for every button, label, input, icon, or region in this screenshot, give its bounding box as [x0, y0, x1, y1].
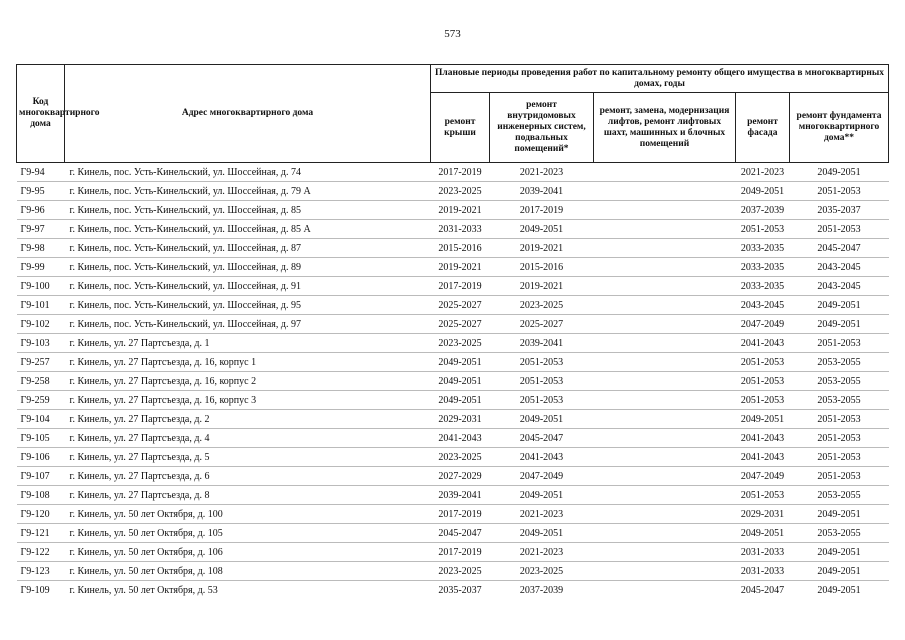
cell-elevators [594, 163, 736, 182]
cell-foundation: 2051-2053 [817, 223, 861, 235]
cell-foundation: 2043-2045 [817, 280, 861, 292]
cell-address: г. Кинель, ул. 27 Партсъезда, д. 4 [69, 432, 210, 444]
cell-elevators [594, 372, 736, 391]
cell-address: г. Кинель, ул. 27 Партсъезда, д. 16, корпус 2 [69, 375, 257, 387]
cell-engineering: 2021-2023 [519, 508, 564, 520]
cell-roof: 2023-2025 [438, 185, 482, 197]
cell-engineering: 2051-2053 [519, 356, 564, 368]
cell-code: Г9-106 [20, 451, 50, 463]
cell-address: г. Кинель, пос. Усть-Кинельский, ул. Шоссейная, д. 97 [69, 318, 301, 330]
cell-foundation: 2049-2051 [817, 584, 861, 596]
cell-elevators [594, 429, 736, 448]
cell-code: Г9-102 [20, 318, 50, 330]
cell-elevators [594, 258, 736, 277]
cell-code: Г9-121 [20, 527, 50, 539]
table-header [17, 65, 889, 163]
cell-foundation: 2051-2053 [817, 451, 861, 463]
cell-code: Г9-104 [20, 413, 50, 425]
cell-elevators [594, 334, 736, 353]
repair-schedule-table [16, 64, 889, 599]
cell-engineering: 2025-2027 [519, 318, 564, 330]
cell-facade: 2041-2043 [740, 451, 785, 463]
cell-elevators [594, 239, 736, 258]
cell-facade: 2033-2035 [740, 261, 785, 273]
cell-roof: 2025-2027 [438, 318, 482, 330]
cell-engineering: 2049-2051 [519, 489, 564, 501]
cell-address: г. Кинель, ул. 50 лет Октября, д. 100 [69, 508, 223, 520]
cell-facade: 2033-2035 [740, 242, 785, 254]
cell-roof: 2029-2031 [438, 413, 482, 425]
cell-roof: 2045-2047 [438, 527, 482, 539]
cell-facade: 2051-2053 [740, 223, 785, 235]
cell-elevators [594, 505, 736, 524]
cell-address: г. Кинель, ул. 50 лет Октября, д. 53 [69, 584, 218, 596]
cell-code: Г9-94 [20, 166, 45, 178]
cell-engineering: 2051-2053 [519, 375, 564, 387]
cell-roof: 2023-2025 [438, 337, 482, 349]
page-number: 573 [444, 28, 461, 40]
cell-code: Г9-95 [20, 185, 45, 197]
cell-code: Г9-123 [20, 565, 50, 577]
cell-elevators [594, 448, 736, 467]
cell-roof: 2035-2037 [438, 584, 482, 596]
cell-roof: 2025-2027 [438, 299, 482, 311]
cell-engineering: 2051-2053 [519, 394, 564, 406]
cell-foundation: 2051-2053 [817, 470, 861, 482]
cell-facade: 2049-2051 [740, 413, 785, 425]
cell-engineering: 2049-2051 [519, 527, 564, 539]
table-row [17, 163, 889, 182]
cell-code: Г9-99 [20, 261, 45, 273]
cell-address: г. Кинель, ул. 50 лет Октября, д. 108 [69, 565, 223, 577]
cell-engineering: 2039-2041 [519, 337, 564, 349]
cell-code: Г9-100 [20, 280, 50, 292]
cell-facade: 2049-2051 [740, 527, 785, 539]
cell-foundation: 2053-2055 [817, 356, 861, 368]
cell-roof: 2031-2033 [438, 223, 482, 235]
cell-foundation: 2045-2047 [817, 242, 861, 254]
cell-code: Г9-120 [20, 508, 50, 520]
cell-code: Г9-109 [20, 584, 50, 596]
cell-engineering: 2019-2021 [519, 242, 564, 254]
cell-engineering: 2041-2043 [519, 451, 564, 463]
cell-code: Г9-105 [20, 432, 50, 444]
cell-engineering: 2021-2023 [519, 546, 564, 558]
cell-address: г. Кинель, пос. Усть-Кинельский, ул. Шоссейная, д. 95 [69, 299, 301, 311]
cell-elevators [594, 220, 736, 239]
cell-engineering: 2015-2016 [519, 261, 564, 273]
cell-roof: 2019-2021 [438, 261, 482, 273]
cell-foundation: 2053-2055 [817, 375, 861, 387]
cell-foundation: 2051-2053 [817, 413, 861, 425]
cell-facade: 2041-2043 [740, 432, 785, 444]
table-row [17, 353, 889, 372]
cell-code: Г9-107 [20, 470, 50, 482]
table-row [17, 220, 889, 239]
cell-facade: 2031-2033 [740, 546, 785, 558]
cell-code: Г9-103 [20, 337, 50, 349]
cell-facade: 2051-2053 [740, 489, 785, 501]
cell-facade: 2031-2033 [740, 565, 785, 577]
cell-elevators [594, 353, 736, 372]
cell-facade: 2051-2053 [740, 394, 785, 406]
cell-foundation: 2051-2053 [817, 337, 861, 349]
cell-facade: 2037-2039 [740, 204, 785, 216]
cell-facade: 2049-2051 [740, 185, 785, 197]
table-row [17, 543, 889, 562]
cell-facade: 2021-2023 [740, 166, 785, 178]
cell-roof: 2015-2016 [438, 242, 482, 254]
table-row [17, 467, 889, 486]
cell-elevators [594, 410, 736, 429]
cell-foundation: 2049-2051 [817, 546, 861, 558]
cell-facade: 2033-2035 [740, 280, 785, 292]
cell-engineering: 2017-2019 [519, 204, 564, 216]
cell-roof: 2019-2021 [438, 204, 482, 216]
header-roof: ремонт крыши [431, 93, 490, 163]
table-row [17, 524, 889, 543]
header-elevators: ремонт, замена, модернизация лифтов, ремонт лифтовых шахт, машинных и блочных помещений [594, 93, 736, 163]
cell-elevators [594, 201, 736, 220]
header-code: Код многоквартирного дома [17, 65, 65, 163]
cell-elevators [594, 524, 736, 543]
cell-address: г. Кинель, пос. Усть-Кинельский, ул. Шоссейная, д. 79 А [69, 185, 311, 197]
table-row [17, 410, 889, 429]
cell-address: г. Кинель, ул. 27 Партсъезда, д. 16, корпус 3 [69, 394, 257, 406]
cell-address: г. Кинель, ул. 50 лет Октября, д. 106 [69, 546, 223, 558]
cell-address: г. Кинель, ул. 27 Партсъезда, д. 5 [69, 451, 210, 463]
cell-elevators [594, 581, 736, 600]
cell-engineering: 2039-2041 [519, 185, 564, 197]
cell-facade: 2041-2043 [740, 337, 785, 349]
cell-code: Г9-122 [20, 546, 50, 558]
cell-address: г. Кинель, пос. Усть-Кинельский, ул. Шоссейная, д. 87 [69, 242, 301, 254]
table-row [17, 239, 889, 258]
cell-facade: 2047-2049 [740, 318, 785, 330]
cell-roof: 2049-2051 [438, 375, 482, 387]
cell-facade: 2051-2053 [740, 356, 785, 368]
cell-code: Г9-259 [20, 394, 50, 406]
table-row [17, 296, 889, 315]
header-foundation: ремонт фундамента многоквартирного дома** [790, 93, 889, 163]
cell-roof: 2027-2029 [438, 470, 482, 482]
table-row [17, 201, 889, 220]
cell-engineering: 2047-2049 [519, 470, 564, 482]
cell-roof: 2023-2025 [438, 451, 482, 463]
cell-roof: 2049-2051 [438, 394, 482, 406]
cell-address: г. Кинель, ул. 27 Партсъезда, д. 8 [69, 489, 210, 501]
table-row [17, 486, 889, 505]
cell-engineering: 2021-2023 [519, 166, 564, 178]
cell-foundation: 2049-2051 [817, 565, 861, 577]
cell-elevators [594, 182, 736, 201]
cell-elevators [594, 296, 736, 315]
table-row [17, 429, 889, 448]
header-periods: Плановые периоды проведения работ по капитальному ремонту общего имущества в многоквартирных домах, годы [431, 65, 889, 93]
cell-code: Г9-96 [20, 204, 45, 216]
cell-address: г. Кинель, пос. Усть-Кинельский, ул. Шоссейная, д. 91 [69, 280, 301, 292]
cell-foundation: 2053-2055 [817, 489, 861, 501]
table-row [17, 277, 889, 296]
table-row [17, 258, 889, 277]
table-row [17, 315, 889, 334]
cell-engineering: 2019-2021 [519, 280, 564, 292]
cell-roof: 2017-2019 [438, 166, 482, 178]
table-row [17, 562, 889, 581]
cell-address: г. Кинель, ул. 27 Партсъезда, д. 2 [69, 413, 210, 425]
cell-address: г. Кинель, пос. Усть-Кинельский, ул. Шоссейная, д. 89 [69, 261, 301, 273]
cell-engineering: 2049-2051 [519, 413, 564, 425]
cell-foundation: 2051-2053 [817, 432, 861, 444]
table-row [17, 391, 889, 410]
cell-elevators [594, 467, 736, 486]
cell-elevators [594, 315, 736, 334]
cell-foundation: 2049-2051 [817, 299, 861, 311]
cell-foundation: 2035-2037 [817, 204, 861, 216]
cell-foundation: 2053-2055 [817, 394, 861, 406]
cell-facade: 2047-2049 [740, 470, 785, 482]
cell-roof: 2023-2025 [438, 565, 482, 577]
cell-engineering: 2045-2047 [519, 432, 564, 444]
table-row [17, 334, 889, 353]
table-row [17, 448, 889, 467]
cell-address: г. Кинель, пос. Усть-Кинельский, ул. Шоссейная, д. 85 А [69, 223, 311, 235]
cell-roof: 2017-2019 [438, 546, 482, 558]
cell-roof: 2039-2041 [438, 489, 482, 501]
cell-foundation: 2043-2045 [817, 261, 861, 273]
cell-elevators [594, 486, 736, 505]
cell-code: Г9-108 [20, 489, 50, 501]
cell-code: Г9-98 [20, 242, 45, 254]
cell-elevators [594, 391, 736, 410]
cell-code: Г9-257 [20, 356, 50, 368]
header-engineering: ремонт внутридомовых инженерных систем, подвальных помещений* [490, 93, 594, 163]
cell-code: Г9-97 [20, 223, 45, 235]
cell-engineering: 2037-2039 [519, 584, 564, 596]
cell-code: Г9-101 [20, 299, 50, 311]
cell-address: г. Кинель, пос. Усть-Кинельский, ул. Шоссейная, д. 74 [69, 166, 301, 178]
cell-foundation: 2049-2051 [817, 508, 861, 520]
table-body [17, 163, 889, 600]
cell-address: г. Кинель, ул. 27 Партсъезда, д. 16, корпус 1 [69, 356, 257, 368]
cell-facade: 2029-2031 [740, 508, 785, 520]
table-row [17, 372, 889, 391]
cell-engineering: 2023-2025 [519, 299, 564, 311]
cell-address: г. Кинель, ул. 27 Партсъезда, д. 1 [69, 337, 210, 349]
cell-elevators [594, 277, 736, 296]
cell-address: г. Кинель, ул. 50 лет Октября, д. 105 [69, 527, 223, 539]
cell-engineering: 2049-2051 [519, 223, 564, 235]
cell-engineering: 2023-2025 [519, 565, 564, 577]
cell-code: Г9-258 [20, 375, 50, 387]
cell-facade: 2051-2053 [740, 375, 785, 387]
table-row [17, 505, 889, 524]
cell-facade: 2043-2045 [740, 299, 785, 311]
cell-roof: 2017-2019 [438, 280, 482, 292]
cell-foundation: 2051-2053 [817, 185, 861, 197]
header-facade: ремонт фасада [736, 93, 790, 163]
cell-foundation: 2053-2055 [817, 527, 861, 539]
table-row [17, 182, 889, 201]
table-row [17, 581, 889, 600]
cell-address: г. Кинель, ул. 27 Партсъезда, д. 6 [69, 470, 210, 482]
cell-address: г. Кинель, пос. Усть-Кинельский, ул. Шоссейная, д. 85 [69, 204, 301, 216]
cell-elevators [594, 562, 736, 581]
cell-roof: 2017-2019 [438, 508, 482, 520]
cell-facade: 2045-2047 [740, 584, 785, 596]
cell-roof: 2041-2043 [438, 432, 482, 444]
cell-foundation: 2049-2051 [817, 318, 861, 330]
cell-elevators [594, 543, 736, 562]
cell-foundation: 2049-2051 [817, 166, 861, 178]
cell-roof: 2049-2051 [438, 356, 482, 368]
header-address: Адрес многоквартирного дома [65, 65, 431, 163]
